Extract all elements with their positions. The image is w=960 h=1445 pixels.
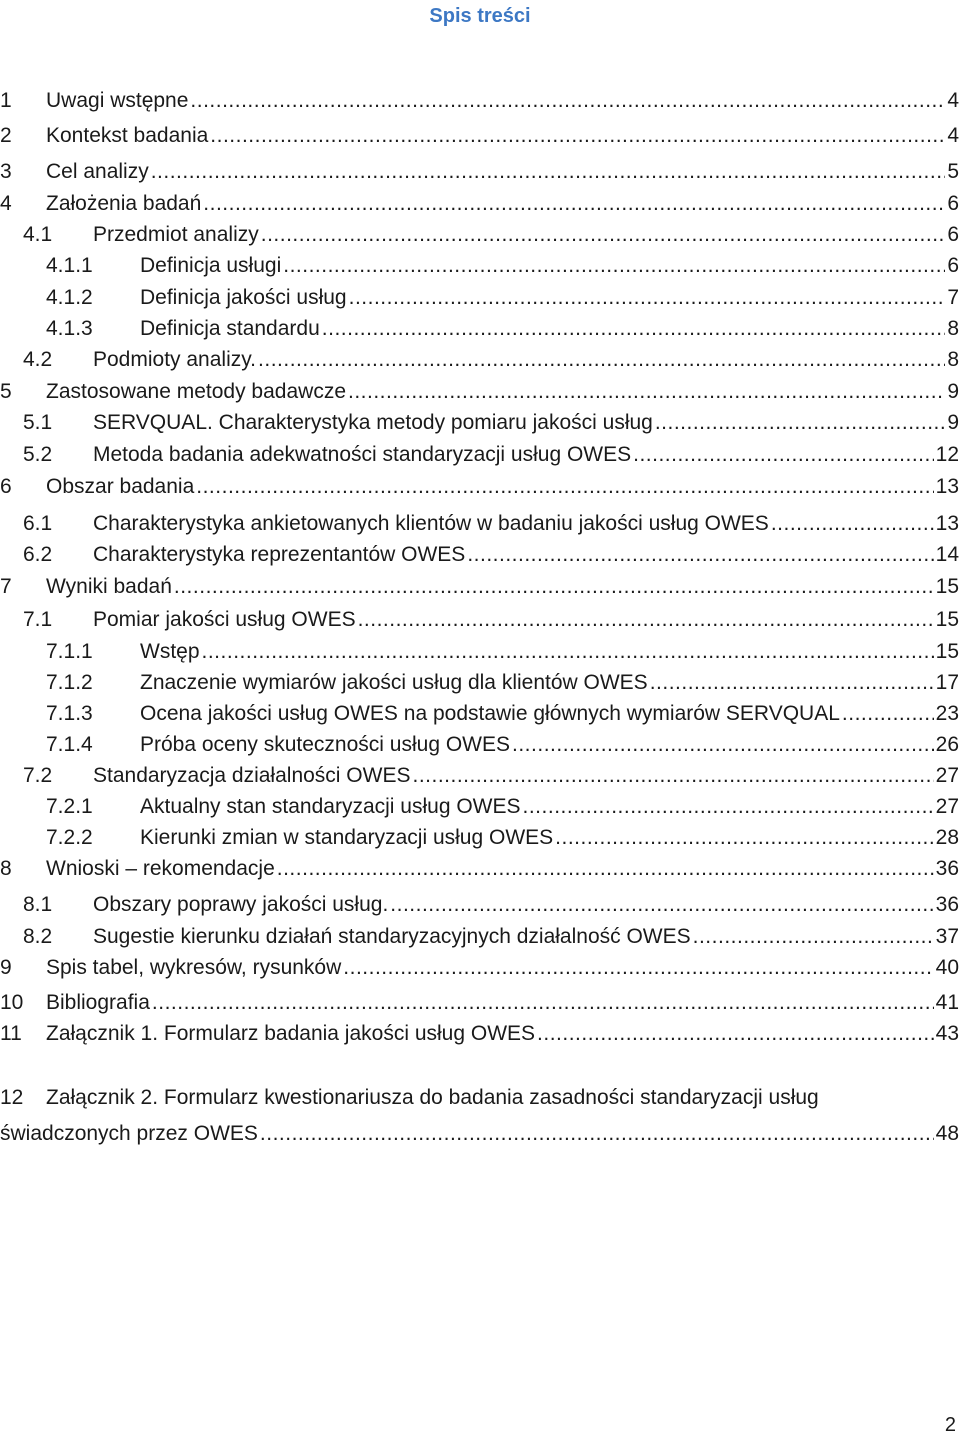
toc-entry-page: 36 [935, 893, 959, 916]
toc-entry-text: Założenia badań [46, 192, 202, 215]
toc-entry[interactable] [0, 1019, 959, 1049]
toc-entry[interactable] [0, 922, 959, 952]
toc-entry-number: 4.2 [23, 348, 53, 371]
toc-entry-text: Definicja usługi [140, 254, 282, 277]
toc-entry-number: 6.2 [23, 543, 53, 566]
page-number: 2 [944, 1414, 956, 1436]
toc-entry[interactable] [0, 637, 959, 667]
toc-entry-page: 41 [935, 991, 959, 1014]
toc-entry-page: 8 [947, 348, 959, 371]
toc-entry-number: 7.1 [23, 608, 53, 631]
toc-entry-number: 10 [0, 991, 24, 1014]
toc-entry[interactable] [0, 220, 959, 250]
toc-entry-number: 7.2.2 [46, 826, 93, 849]
toc-entry-text: Ocena jakości usług OWES na podstawie głównych wymiarów SERVQUAL [140, 702, 840, 725]
toc-entry[interactable] [0, 890, 959, 920]
toc-leader-dots [202, 637, 934, 667]
toc-entry-text: Bibliografia [46, 991, 150, 1014]
toc-entry-number: 8 [0, 857, 12, 880]
toc-entry-number: 7.1.3 [46, 702, 93, 725]
toc-entry-number: 11 [0, 1022, 22, 1045]
toc-entry[interactable] [0, 157, 959, 187]
toc-entry[interactable] [0, 345, 959, 375]
toc-leader-dots [260, 1119, 934, 1149]
toc-entry-number: 4.1 [23, 223, 53, 246]
toc-leader-dots [650, 668, 934, 698]
toc-entry[interactable] [0, 509, 959, 539]
toc-entry-text: Charakterystyka reprezentantów OWES [93, 543, 466, 566]
toc-entry[interactable] [0, 953, 959, 983]
toc-entry[interactable] [0, 189, 959, 219]
toc-leader-dots [196, 472, 933, 502]
toc-entry-text: Załącznik 1. Formularz badania jakości usług OWES [46, 1022, 536, 1045]
toc-entry[interactable] [0, 472, 959, 502]
toc-entry-number: 7 [0, 575, 12, 598]
toc-entry-text: Próba oceny skuteczności usług OWES [140, 733, 511, 756]
toc-entry-page: 40 [935, 956, 959, 979]
toc-entry-number: 4.1.2 [46, 286, 93, 309]
toc-entry[interactable] [0, 823, 959, 853]
toc-leader-dots [283, 251, 945, 281]
toc-entry-12-continuation[interactable] [0, 1119, 959, 1149]
toc-entry-page: 43 [935, 1022, 959, 1045]
toc-leader-dots [842, 699, 934, 729]
toc-entry[interactable] [0, 408, 959, 438]
toc-entry-page: 6 [947, 223, 959, 246]
toc-entry-page: 48 [935, 1122, 959, 1145]
toc-entry-text: Obszar badania [46, 475, 195, 498]
toc-leader-dots [555, 823, 933, 853]
toc-entry[interactable] [0, 572, 959, 602]
toc-entry-page: 8 [947, 317, 959, 340]
toc-leader-dots [190, 86, 945, 116]
toc-entry-text: Spis tabel, wykresów, rysunków [46, 956, 342, 979]
toc-entry[interactable] [0, 251, 959, 281]
toc-entry-number: 4 [0, 192, 12, 215]
toc-leader-dots [258, 345, 945, 375]
toc-entry[interactable] [0, 86, 959, 116]
toc-entry-number: 2 [0, 124, 12, 147]
toc-entry-text: Obszary poprawy jakości usług. [93, 893, 389, 916]
toc-leader-dots [390, 890, 933, 920]
toc-entry-page: 4 [947, 124, 959, 147]
toc-entry-page: 27 [935, 764, 959, 787]
toc-entry-page: 6 [947, 192, 959, 215]
toc-entry-page: 14 [935, 543, 959, 566]
toc-entry[interactable] [0, 314, 959, 344]
toc-leader-dots [210, 121, 945, 151]
toc-entry[interactable] [0, 668, 959, 698]
toc-leader-dots [322, 314, 946, 344]
toc-leader-dots [537, 1019, 934, 1049]
toc-entry-text: Cel analizy [46, 160, 149, 183]
toc-leader-dots [771, 509, 934, 539]
toc-leader-dots [633, 440, 934, 470]
toc-entry-text: Załącznik 2. Formularz kwestionariusza do badania zasadności standaryzacji usług [46, 1086, 819, 1109]
toc-entry-text: Charakterystyka ankietowanych klientów w badaniu jakości usług OWES [93, 512, 769, 535]
toc-entry-page: 17 [935, 671, 959, 694]
toc-entry-text: SERVQUAL. Charakterystyka metody pomiaru jakości usług [93, 411, 653, 434]
toc-leader-dots [174, 572, 934, 602]
toc-entry-number: 7.2 [23, 764, 53, 787]
toc-entry-page: 27 [935, 795, 959, 818]
toc-entry-number: 7.2.1 [46, 795, 93, 818]
toc-entry[interactable] [0, 730, 959, 760]
toc-entry[interactable] [0, 988, 959, 1018]
toc-leader-dots [152, 988, 934, 1018]
toc-entry-text: Standaryzacja działalności OWES [93, 764, 411, 787]
toc-entry-page: 28 [935, 826, 959, 849]
toc-entry-text: Przedmiot analizy [93, 223, 259, 246]
toc-leader-dots [349, 283, 946, 313]
toc-leader-dots [693, 922, 934, 952]
toc-entry[interactable] [0, 792, 959, 822]
toc-entry[interactable] [0, 761, 959, 791]
toc-entry-text: Wnioski – rekomendacje [46, 857, 275, 880]
toc-entry-text: Zastosowane metody badawcze [46, 380, 346, 403]
toc-entry-number: 7.1.1 [46, 640, 93, 663]
toc-leader-dots [277, 854, 934, 884]
toc-entry-page: 9 [947, 411, 959, 434]
toc-entry-number: 5 [0, 380, 12, 403]
toc-entry[interactable] [0, 377, 959, 407]
toc-leader-dots [467, 540, 933, 570]
toc-entry-text: Kierunki zmian w standaryzacji usług OWES [140, 826, 554, 849]
toc-entry-number: 5.1 [23, 411, 53, 434]
toc-entry[interactable] [0, 605, 959, 635]
toc-entry-text: Sugestie kierunku działań standaryzacyjnych działalność OWES [93, 925, 691, 948]
toc-entry-number: 9 [0, 956, 12, 979]
toc-entry[interactable] [0, 854, 959, 884]
toc-title: Spis treści [429, 5, 531, 27]
toc-entry-page: 15 [935, 575, 959, 598]
toc-entry-number: 4.1.3 [46, 317, 93, 340]
toc-entry-number: 6 [0, 475, 12, 498]
toc-entry-page: 15 [935, 640, 959, 663]
toc-entry-text: Definicja jakości usług [140, 286, 347, 309]
toc-entry-page: 23 [935, 702, 959, 725]
toc-entry-12[interactable] [0, 1083, 959, 1113]
toc-entry-text: Definicja standardu [140, 317, 320, 340]
toc-entry-number: 3 [0, 160, 12, 183]
toc-entry-number: 7.1.2 [46, 671, 93, 694]
toc-entry-text: Uwagi wstępne [46, 89, 189, 112]
toc-entry-page: 36 [935, 857, 959, 880]
toc-leader-dots [358, 605, 934, 635]
toc-entry-number: 8.1 [23, 893, 53, 916]
toc-entry-number: 4.1.1 [46, 254, 93, 277]
toc-entry-text: Wstęp [140, 640, 200, 663]
toc-entry-page: 26 [935, 733, 959, 756]
toc-entry-page: 13 [935, 512, 959, 535]
toc-entry-number: 8.2 [23, 925, 53, 948]
toc-leader-dots [523, 792, 934, 822]
toc-entry-number: 1 [0, 89, 12, 112]
toc-entry-text: świadczonych przez OWES [0, 1122, 258, 1145]
toc-entry-number: 7.1.4 [46, 733, 93, 756]
toc-entry[interactable] [0, 540, 959, 570]
toc-leader-dots [348, 377, 945, 407]
toc-leader-dots [412, 761, 933, 791]
toc-leader-dots [151, 157, 946, 187]
toc-leader-dots [203, 189, 945, 219]
toc-entry[interactable] [0, 699, 959, 729]
toc-entry-text: Znaczenie wymiarów jakości usług dla klientów OWES [140, 671, 648, 694]
toc-entry-page: 12 [935, 443, 959, 466]
toc-entry-page: 37 [935, 925, 959, 948]
toc-leader-dots [261, 220, 946, 250]
toc-entry-page: 9 [947, 380, 959, 403]
toc-leader-dots [512, 730, 934, 760]
toc-leader-dots [343, 953, 933, 983]
toc-entry-page: 5 [947, 160, 959, 183]
toc-entry[interactable] [0, 121, 959, 151]
toc-entry-page: 4 [947, 89, 959, 112]
toc-entry-text: Metoda badania adekwatności standaryzacji usług OWES [93, 443, 632, 466]
toc-entry-page: 6 [947, 254, 959, 277]
toc-entry-text: Wyniki badań [46, 575, 172, 598]
toc-entry[interactable] [0, 440, 959, 470]
toc-entry-text: Kontekst badania [46, 124, 209, 147]
toc-entry-number: 12 [0, 1086, 24, 1109]
toc-entry-text: Pomiar jakości usług OWES [93, 608, 356, 631]
toc-entry-page: 7 [947, 286, 959, 309]
toc-leader-dots [655, 408, 945, 438]
toc-entry-number: 6.1 [23, 512, 53, 535]
toc-entry-page: 13 [935, 475, 959, 498]
toc-entry-number: 5.2 [23, 443, 53, 466]
toc-entry-page: 15 [935, 608, 959, 631]
toc-entry-text: Podmioty analizy. [93, 348, 257, 371]
toc-entry-text: Aktualny stan standaryzacji usług OWES [140, 795, 521, 818]
toc-entry[interactable] [0, 283, 959, 313]
